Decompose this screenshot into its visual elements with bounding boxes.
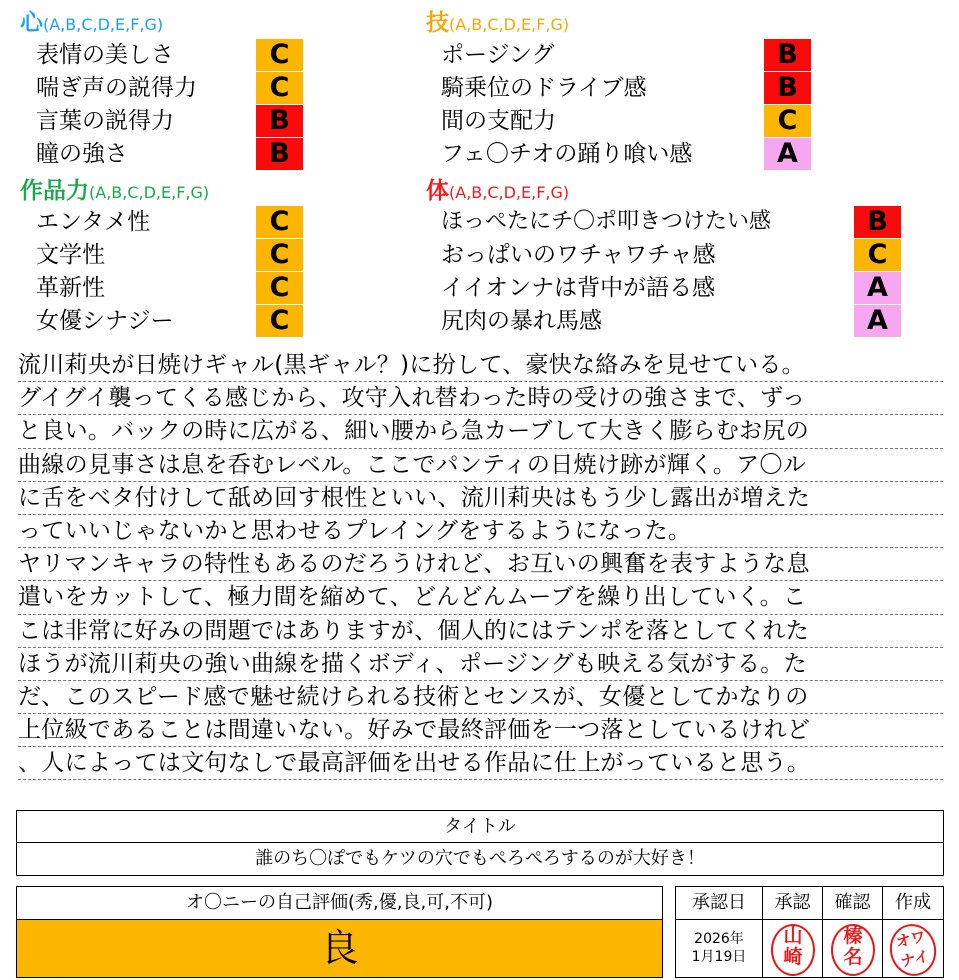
section-technique-title: 技 xyxy=(426,10,449,36)
review-line: 遣いをカットして、極力間を縮めて、どんどんムーブを繰り出していく。こ xyxy=(18,581,943,614)
section-body-header xyxy=(426,178,569,206)
heart-item-label: 瞳の強さ xyxy=(36,141,128,167)
work-item-label: 文学性 xyxy=(36,242,105,268)
body-row-4 xyxy=(441,305,911,337)
approval-stamp-cell xyxy=(763,920,823,977)
heart-row-2 xyxy=(36,72,304,104)
review-line: っていいじゃないかと思わせるプレイングをするようになった。 xyxy=(18,515,943,548)
hanko-stamp-owanai: オワ ナイ xyxy=(885,920,941,980)
technique-row-2 xyxy=(441,72,911,104)
section-work-title: 作品力 xyxy=(20,178,89,204)
section-body-title: 体 xyxy=(426,178,449,204)
hanko-stamp-yamazaki: 山 崎 xyxy=(771,924,815,976)
technique-item-label: ポージング xyxy=(441,42,555,68)
review-line: だ、このスピード感で魅せ続けられる技術とセンスが、女優としてかなりの xyxy=(18,681,943,714)
grade-badge: C xyxy=(256,272,303,304)
hanko-stamp-haruna: 榛 名 xyxy=(831,924,875,976)
approval-box xyxy=(675,886,944,978)
grade-badge: A xyxy=(764,138,811,170)
section-technique-scale: (A,B,C,D,E,F,G) xyxy=(449,15,570,34)
technique-item-label: フェ〇チオの踊り喰い感 xyxy=(441,141,693,167)
work-row-2 xyxy=(36,239,304,271)
heart-item-label: 表情の美しさ xyxy=(36,42,174,68)
self-eval-value: 良 xyxy=(17,920,662,977)
body-item-label: おっぱいのワチャワチャ感 xyxy=(441,242,716,268)
grade-badge: C xyxy=(256,39,303,71)
grade-badge: C xyxy=(256,305,303,337)
body-item-label: 尻肉の暴れ馬感 xyxy=(441,308,602,334)
approval-date-year: 2026年 xyxy=(694,931,744,947)
section-heart-scale: (A,B,C,D,E,F,G) xyxy=(43,15,164,34)
heart-row-3 xyxy=(36,105,304,137)
review-text xyxy=(18,349,943,780)
grade-badge: C xyxy=(256,239,303,271)
review-line: こは非常に好みの問題ではありますが、個人的にはテンポを落としてくれた xyxy=(18,615,943,648)
section-body-scale: (A,B,C,D,E,F,G) xyxy=(449,183,570,202)
title-value: 誰のち〇ぽでもケツの穴でもぺろぺろするのが大好き！ xyxy=(255,848,705,869)
grade-badge: C xyxy=(764,105,811,137)
body-row-2 xyxy=(441,239,911,271)
technique-row-1 xyxy=(441,39,911,71)
work-item-label: 革新性 xyxy=(36,275,105,301)
work-row-4 xyxy=(36,305,304,337)
review-line: 上位級であることは間違いない。好みで最終評価を一つ落としているけれど xyxy=(18,714,943,747)
approval-date-header: 承認日 xyxy=(676,887,763,920)
review-line: ほうが流川莉央の強い曲線を描くボディ、ポージングも映える気がする。た xyxy=(18,648,943,681)
grade-badge: C xyxy=(256,206,303,238)
section-technique-header xyxy=(426,10,569,38)
review-line: 流川莉央が日焼けギャル(黒ギャル？)に扮して、豪快な絡みを見せている。 xyxy=(18,349,943,382)
grade-badge: B xyxy=(256,105,303,137)
body-item-label: ほっぺたにチ〇ポ叩きつけたい感 xyxy=(441,209,772,234)
section-work-header xyxy=(20,178,209,206)
grade-badge: B xyxy=(764,72,811,104)
grade-badge: A xyxy=(854,305,901,337)
body-item-label: イイオンナは背中が語る感 xyxy=(441,275,716,301)
heart-row-4 xyxy=(36,138,304,170)
work-row-1 xyxy=(36,206,304,238)
grade-badge: B xyxy=(256,138,303,170)
technique-row-4 xyxy=(441,138,911,170)
section-heart-header xyxy=(20,10,163,38)
grade-badge: C xyxy=(854,239,901,271)
review-line: に舌をベタ付けして舐め回す根性といい、流川莉央はもう少し露出が増えた xyxy=(18,482,943,515)
review-line: グイグイ襲ってくる感じから、攻守入れ替わった時の受けの強さまで、ずっ xyxy=(18,382,943,415)
heart-item-label: 言葉の説得力 xyxy=(36,108,174,134)
review-line: 、人によっては文句なしで最高評価を出せる作品に仕上がっていると思う。 xyxy=(18,747,943,780)
author-header: 作成 xyxy=(883,887,943,920)
title-header: タイトル xyxy=(17,811,943,843)
grade-badge: A xyxy=(854,272,901,304)
approval-date-cell xyxy=(676,920,763,977)
confirm-stamp-cell xyxy=(823,920,883,977)
technique-row-3 xyxy=(441,105,911,137)
grade-badge: C xyxy=(256,72,303,104)
heart-row-1 xyxy=(36,39,304,71)
body-row-1 xyxy=(441,206,911,238)
approval-header: 承認 xyxy=(763,887,823,920)
review-line: と良い。バックの時に広がる、細い腰から急カーブして大きく膨らむお尻の xyxy=(18,415,943,448)
self-eval-box xyxy=(16,886,663,978)
grade-badge: B xyxy=(764,39,811,71)
self-eval-header: オ〇ニーの自己評価(秀,優,良,可,不可) xyxy=(17,887,662,920)
grade-badge: B xyxy=(854,206,901,238)
technique-item-label: 間の支配力 xyxy=(441,108,556,134)
confirm-header: 確認 xyxy=(823,887,883,920)
work-row-3 xyxy=(36,272,304,304)
work-item-label: 女優シナジー xyxy=(36,308,174,334)
title-box xyxy=(16,810,944,876)
technique-item-label: 騎乗位のドライブ感 xyxy=(441,75,647,101)
work-item-label: エンタメ性 xyxy=(36,209,151,235)
approval-date-day: 1月19日 xyxy=(691,949,747,965)
body-row-3 xyxy=(441,272,911,304)
review-line: ヤリマンキャラの特性もあるのだろうけれど、お互いの興奮を表すような息 xyxy=(18,548,943,581)
author-stamp-cell xyxy=(883,920,943,977)
section-heart-title: 心 xyxy=(20,10,43,36)
heart-item-label: 喘ぎ声の説得力 xyxy=(36,75,197,101)
review-line: 曲線の見事さは息を呑むレベル。ここでパンティの日焼け跡が輝く。ア〇ル xyxy=(18,449,943,482)
section-work-scale: (A,B,C,D,E,F,G) xyxy=(89,183,210,202)
